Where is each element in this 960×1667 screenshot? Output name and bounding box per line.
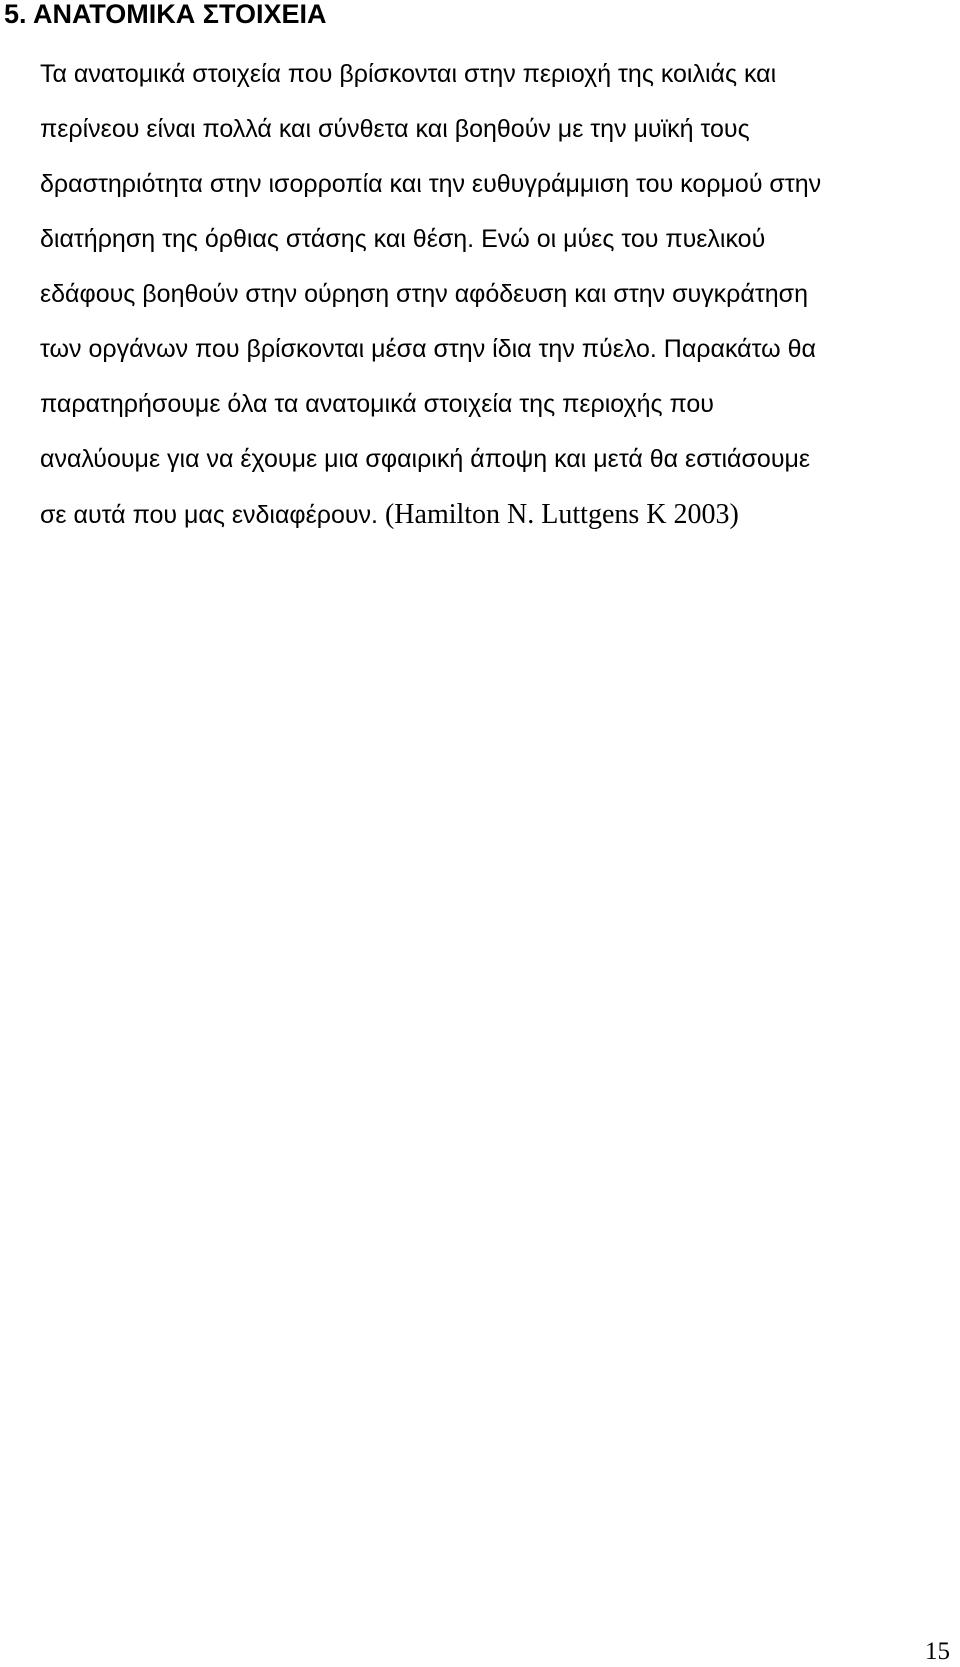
paragraph-line: των οργάνων που βρίσκονται μέσα στην ίδια την πύελο. Παρακάτω θα bbox=[40, 335, 816, 363]
paragraph-last-line bbox=[40, 487, 960, 543]
citation: (Hamilton N. Luttgens K 2003) bbox=[384, 499, 739, 530]
paragraph-line: εδάφους βοηθούν στην ούρηση στην αφόδευση και στην συγκράτηση bbox=[40, 280, 808, 308]
paragraph-line: διατήρηση της όρθιας στάσης και θέση. Ενώ οι μύες του πυελικού bbox=[40, 225, 766, 253]
paragraph-line: αναλύουμε για να έχουμε μια σφαιρική άποψη και μετά θα εστιάσουμε bbox=[40, 445, 811, 473]
paragraph-line: δραστηριότητα στην ισορροπία και την ευθυγράμμιση του κορμού στην bbox=[40, 170, 822, 198]
section-heading: 5. ΑΝΑΤΟΜΙΚΑ ΣΤΟΙΧΕΙΑ bbox=[4, 0, 327, 29]
paragraph-line: περίνεου είναι πολλά και σύνθετα και βοηθούν με την μυϊκή τους bbox=[40, 115, 750, 143]
paragraph-line-text: σε αυτά που μας ενδιαφέρουν. bbox=[40, 501, 379, 529]
paragraph-line: Τα ανατομικά στοιχεία που βρίσκονται στην περιοχή της κοιλιάς και bbox=[40, 60, 777, 88]
page-number: 15 bbox=[925, 1638, 950, 1665]
paragraph-line: παρατηρήσουμε όλα τα ανατομικά στοιχεία της περιοχής που bbox=[40, 390, 714, 418]
body-paragraph bbox=[40, 47, 960, 543]
